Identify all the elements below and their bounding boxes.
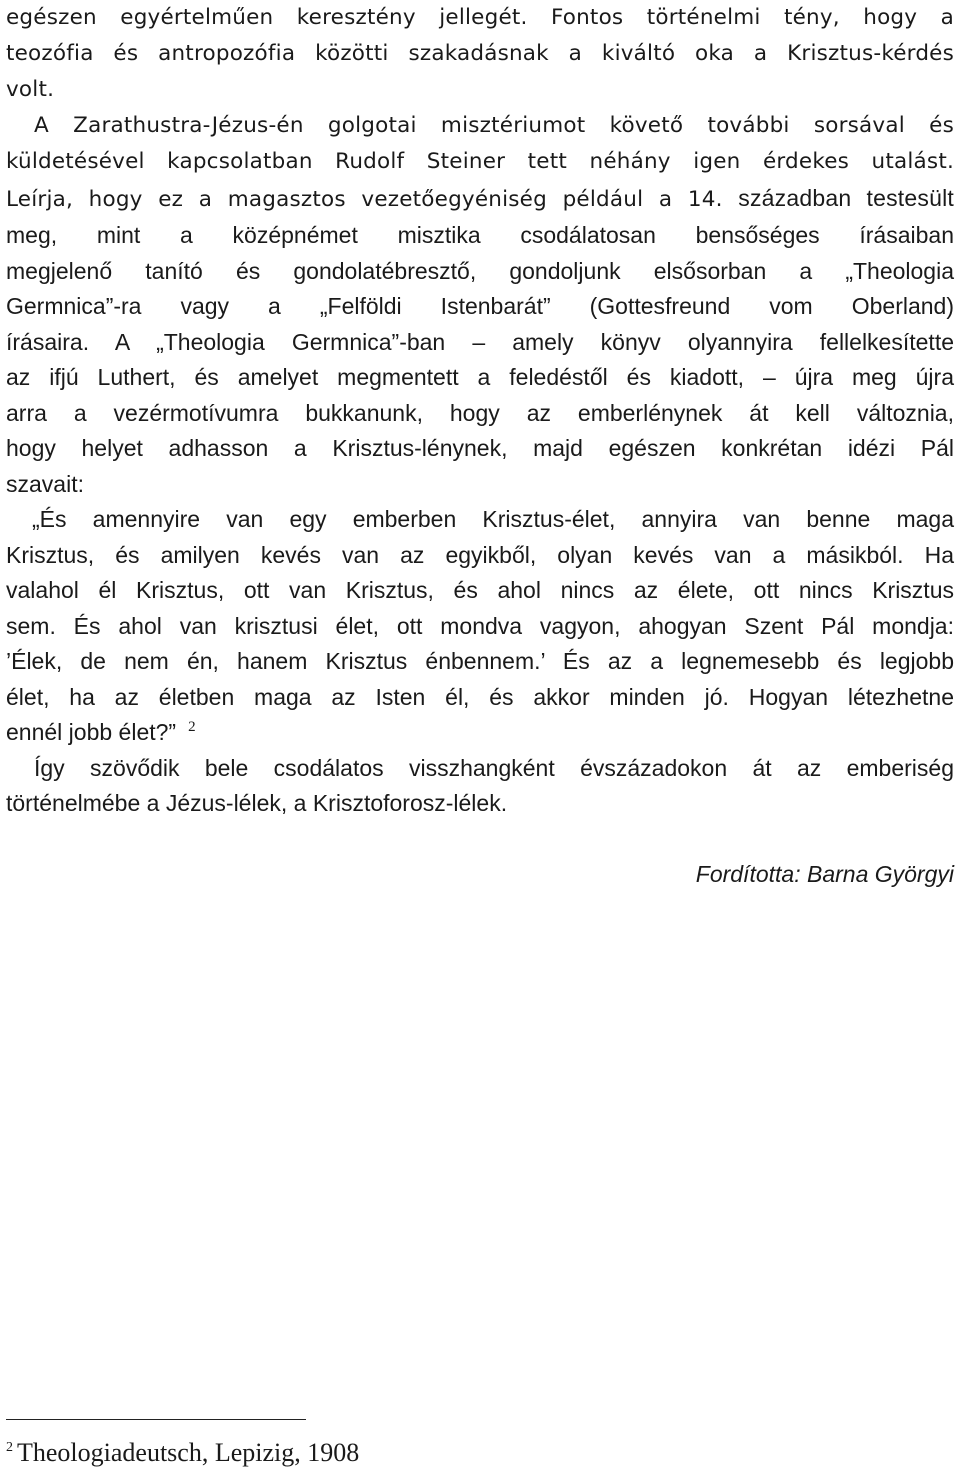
text-line: sem. És ahol van krisztusi élet, ott mondva vagyon, ahogyan Szent Pál mondja: (6, 612, 954, 639)
footnote-reference[interactable]: 2 (188, 719, 196, 736)
text-line: írásaira. A „Theologia Germnica”-ban – amely könyv olyannyira fellelkesítette (6, 328, 954, 355)
text-line: Germnica”-ra vagy a „Felföldi Istenbarát” (Gottesfreund vom Oberland) (6, 293, 954, 319)
text-line: Így szövődik bele csodálatos visszhangként évszázadokon át az emberiség (34, 754, 954, 781)
text-line: szavait: (6, 470, 84, 497)
paragraph-3 (6, 751, 954, 822)
text-line (6, 715, 954, 751)
footnote (6, 1432, 359, 1469)
translator-signature: Fordította: Barna Györgyi (695, 861, 954, 887)
footnote-text: Theologiadeutsch, Lepizig, 1908 (17, 1438, 360, 1467)
text-line: ’Élek, de nem én, hanem Krisztus énbennem.’ És az a legnemesebb és legjobb (6, 648, 954, 674)
text-line: hogy helyet adhasson a Krisztus-lénynek, majd egészen konkrétan idézi Pál (6, 435, 954, 461)
paragraph-1 (6, 0, 954, 108)
text-line: megjelenő tanító és gondolatébresztő, gondoljunk elsősorban a „Theologia (6, 257, 954, 284)
text-line: valahol él Krisztus, ott van Krisztus, és ahol nincs az élete, ott nincs Krisztus (6, 577, 954, 603)
paragraph-2-part-a (6, 108, 954, 218)
text-line: Krisztus, és amilyen kevés van az egyikből, olyan kevés van a másikból. Ha (6, 541, 954, 568)
text-line: teozófia és antropozófia közötti szakadásnak a kiváltó oka a Krisztus-kérdés (6, 41, 954, 66)
text-line: A Zarathustra-Jézus-én golgotai misztériumot követő további sorsával és (34, 113, 954, 138)
text-line: „És amennyire van egy emberben Krisztus-élet, annyira van benne maga (32, 506, 954, 532)
text-line: egészen egyértelműen keresztény jellegét. Fontos történelmi tény, hogy a (6, 5, 954, 30)
quote-paragraph (6, 502, 954, 751)
text-line-mixed (6, 180, 954, 218)
paragraph-2-part-b (6, 218, 954, 502)
text-line: élet, ha az életben maga az Isten él, és akkor minden jó. Hogyan létezhetne (6, 683, 954, 710)
text-line: küldetésével kapcsolatban Rudolf Steiner tett néhány igen érdekes utalást. (6, 149, 954, 174)
document-page (6, 0, 954, 822)
text-segment: században testesült (738, 185, 954, 211)
text-line: arra a vezérmotívumra bukkanunk, hogy az emberlénynek át kell változnia, (6, 399, 954, 426)
footnote-divider (6, 1419, 306, 1420)
text-line: az ifjú Luthert, és amelyet megmentett a feledéstől és kiadott, – újra meg újra (6, 364, 954, 390)
footnote-number: 2 (6, 1440, 13, 1455)
text-line: volt. (6, 77, 55, 102)
text-segment: ennél jobb élet?” (6, 719, 177, 745)
text-line: meg, mint a középnémet misztika csodálatosan bensőséges írásaiban (6, 222, 954, 248)
text-line: történelmébe a Jézus-lélek, a Krisztoforosz-lélek. (6, 790, 508, 816)
text-segment: Leírja, hogy ez a magasztos vezetőegyéniség például a 14. (6, 187, 723, 212)
